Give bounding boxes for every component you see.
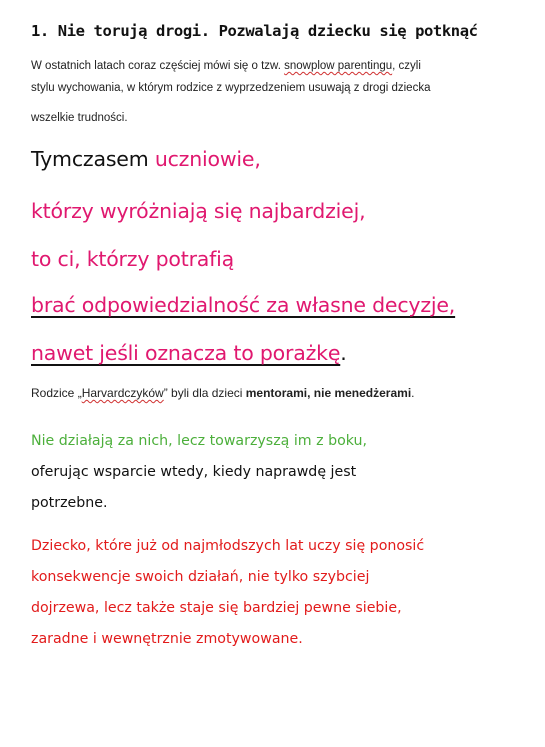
intro-line-3: wszelkie trudności.	[31, 112, 128, 124]
conclusion-line-2: konsekwencje swoich działań, nie tylko szybciej	[31, 569, 370, 585]
support-line-3: potrzebne.	[31, 495, 108, 511]
quote-text: Tymczasem	[31, 147, 155, 171]
bold-mentorami: mentorami	[245, 386, 308, 400]
spellcheck-term: snowplow parentingu	[284, 60, 393, 72]
green-phrase: Nie działają za nich	[31, 433, 169, 449]
support-line-1	[31, 433, 367, 449]
quote-line-3: to ci, którzy potrafią	[31, 247, 235, 271]
quote-line-2: którzy wyróżniają się najbardziej,	[31, 199, 366, 223]
conclusion-line-1: Dziecko, które już od najmłodszych lat uczy się ponosić	[31, 538, 425, 554]
conclusion-line-3: dojrzewa, lecz także staje się bardziej pewne siebie,	[31, 600, 402, 616]
quote-highlight: uczniowie,	[154, 147, 261, 171]
quote-underlined: nawet jeśli oznacza to porażkę	[31, 341, 341, 365]
section-heading: 1. Nie torują drogi. Pozwalają dziecku się potknąć	[31, 22, 478, 40]
harvard-text: ” byli dla dzieci	[163, 386, 246, 400]
quote-line-5	[31, 341, 511, 365]
support-line-2: oferując wsparcie wtedy, kiedy naprawdę jest	[31, 464, 357, 480]
harvard-text: Rodzice „	[31, 386, 82, 400]
green-text: , lecz towarzyszą im z boku,	[168, 433, 368, 449]
intro-text: , czyli	[392, 60, 421, 72]
intro-line-2: stylu wychowania, w którym rodzice z wyprzedzeniem usuwają z drogi dziecka	[31, 82, 431, 94]
quote-period: .	[340, 341, 347, 365]
quote-line-1	[31, 147, 511, 171]
spellcheck-term: Harvardczyków	[81, 386, 164, 400]
quote-underlined: brać odpowiedzialność za własne decyzje,	[31, 293, 456, 317]
intro-line-1	[31, 60, 421, 72]
conclusion-line-4: zaradne i wewnętrznie zmotywowane.	[31, 631, 303, 647]
intro-text: W ostatnich latach coraz częściej mówi się o tzw.	[31, 60, 285, 72]
harvard-period: .	[411, 386, 415, 400]
quote-line-4	[31, 293, 511, 317]
bold-nie-menedzerami: nie menedżerami	[313, 386, 412, 400]
harvard-sentence	[31, 386, 415, 400]
harvard-comma: ,	[307, 386, 314, 400]
